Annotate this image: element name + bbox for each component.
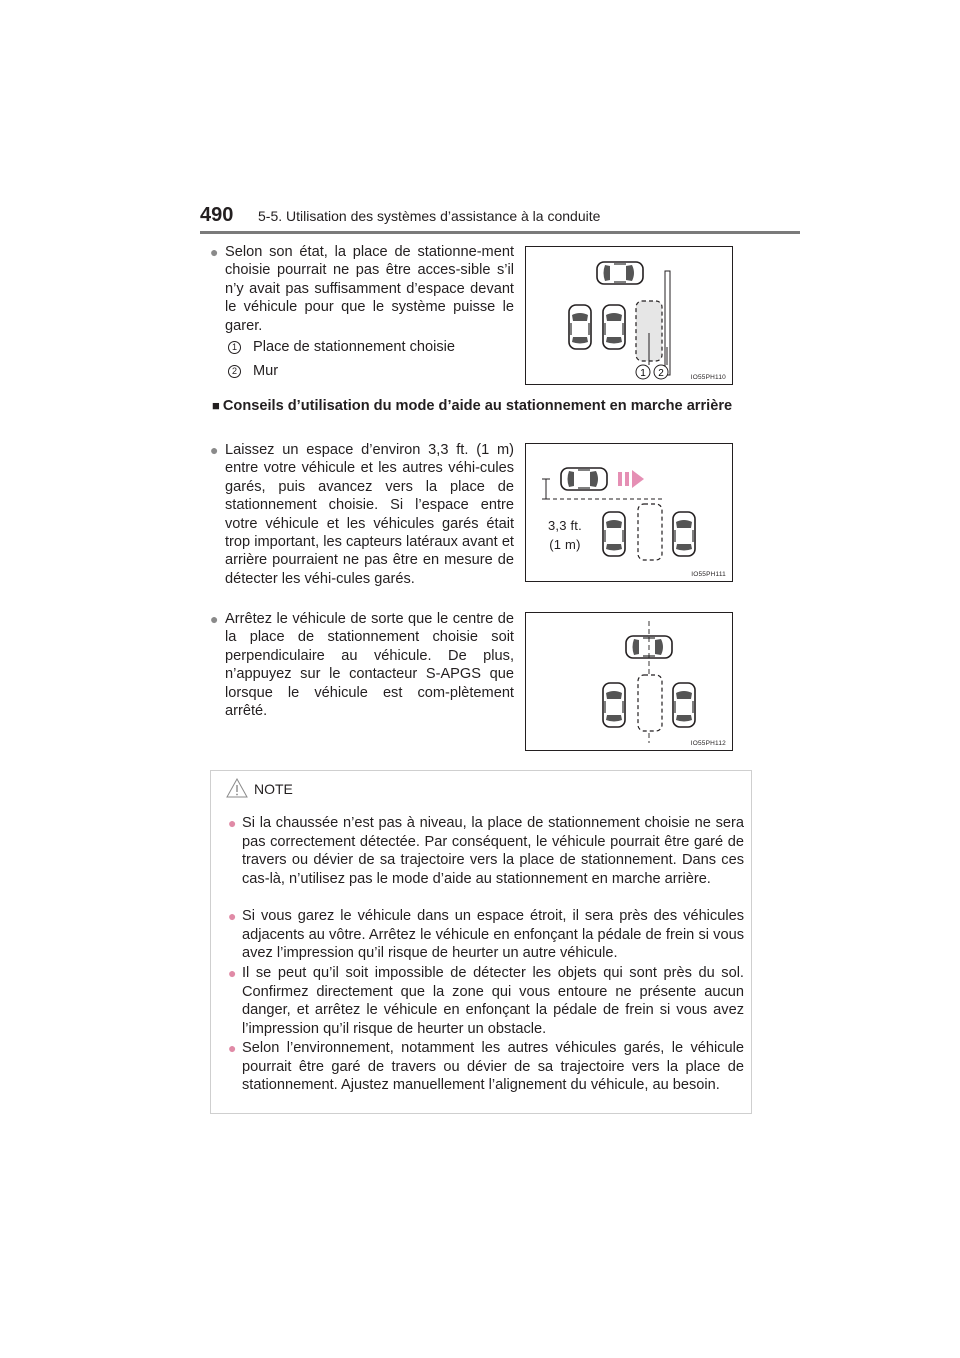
callout-number: 2 xyxy=(658,368,664,379)
figure-code: IO55PH110 xyxy=(690,374,726,381)
figure-stop-position xyxy=(525,612,733,751)
section-title: 5-5. Utilisation des systèmes d’assistance à la conduite xyxy=(258,208,601,224)
square-bullet-icon: ■ xyxy=(212,398,220,413)
subsection-heading-text: Conseils d’utilisation du mode d’aide au stationnement en marche arrière xyxy=(222,398,733,414)
note-bullet-icon: ● xyxy=(228,908,237,924)
parking-wall-illustration xyxy=(526,247,732,384)
bullet-item xyxy=(210,610,514,720)
note-item xyxy=(228,964,744,1038)
header-rule xyxy=(200,231,800,234)
figure-code: IO55PH112 xyxy=(690,740,726,747)
bullet-text: Laissez un espace d’environ 3,3 ft. (1 m) entre votre véhicule et les autres véhi-cules garés, puis avancez vers la place de stationnement choisie. Si l’espace entre votre véhicule et les véhicules garés était trop important, les capteurs latéraux avant et arrière pourraient ne pas être en mesure de détecter les véhi-cules garés. xyxy=(225,442,514,587)
note-item xyxy=(228,907,744,963)
legend-number: 2 xyxy=(228,365,241,378)
page-number: 490 xyxy=(200,204,234,226)
distance-metric: (1 m) xyxy=(549,537,581,552)
bullet-item xyxy=(210,243,514,335)
legend-label: Mur xyxy=(253,363,279,379)
bullet-text: Arrêtez le véhicule de sorte que le centre de la place de stationnement choisie soit perpendiculaire au véhicule. De plus, n’appuyez sur le contacteur S-APGS que lorsque le véhicule est com-plètement arrêté. xyxy=(225,611,514,720)
bullet-item xyxy=(210,441,514,588)
legend-item xyxy=(228,363,278,379)
figure-code: IO55PH111 xyxy=(691,571,726,578)
note-item xyxy=(228,814,744,888)
approach-illustration xyxy=(526,444,732,581)
subsection-heading xyxy=(212,397,744,415)
note-text: Si la chaussée n’est pas à niveau, la place de stationnement choisie ne sera pas correctement détectée. Par conséquent, le véhicule pourrait être garé de travers ou dévier de sa trajectoire vers la place de stationnement. Dans ces cas-là, n’utilisez pas le mode d’aide au stationnement en marche arrière. xyxy=(242,815,744,887)
stop-position-illustration xyxy=(526,613,732,750)
note-bullet-icon: ● xyxy=(228,815,237,831)
legend-number: 1 xyxy=(228,341,241,354)
note-text: Si vous garez le véhicule dans un espace étroit, il sera près des véhicules adjacents au vôtre. Arrêtez le véhicule en enfonçant la pédale de frein si vous avez l’impression qu’il risque de heurter un autre véhicule. xyxy=(242,908,744,962)
bullet-icon: ● xyxy=(210,442,219,458)
legend-item xyxy=(228,339,455,355)
note-label: NOTE xyxy=(254,781,293,797)
forward-arrow-icon xyxy=(618,470,644,488)
note-bullet-icon: ● xyxy=(228,1040,237,1056)
note-bullet-icon: ● xyxy=(228,965,237,981)
warning-triangle-icon xyxy=(226,778,248,798)
bullet-text: Selon son état, la place de stationne-ment choisie pourrait ne pas être acces-sible s’il n’y avait pas suffisamment d’espace devant le véhicule pour que le système puisse le garer. xyxy=(225,244,514,334)
note-text: Selon l’environnement, notamment les autres véhicules garés, le véhicule pourrait être garé de travers ou dévier de sa trajectoire vers la place de stationnement. Ajustez manuellement l’alignement du véhicule, au besoin. xyxy=(242,1040,744,1094)
bullet-icon: ● xyxy=(210,611,219,627)
distance-imperial: 3,3 ft. xyxy=(548,518,582,533)
figure-parking-wall xyxy=(525,246,733,385)
legend-label: Place de stationnement choisie xyxy=(253,339,456,355)
figure-approach xyxy=(525,443,733,582)
note-text: Il se peut qu’il soit impossible de détecter les objets qui sont près du sol. Confirmez directement que la zone qui vous entoure ne présente aucun danger, et arrêtez le véhicule en enfonçant la pédale de frein si vous avez l’impression qu’il risque de heurter un obstacle. xyxy=(242,965,744,1037)
bullet-icon: ● xyxy=(210,244,219,260)
note-item xyxy=(228,1039,744,1095)
distance-label xyxy=(548,516,582,554)
callout-number: 1 xyxy=(640,368,646,379)
